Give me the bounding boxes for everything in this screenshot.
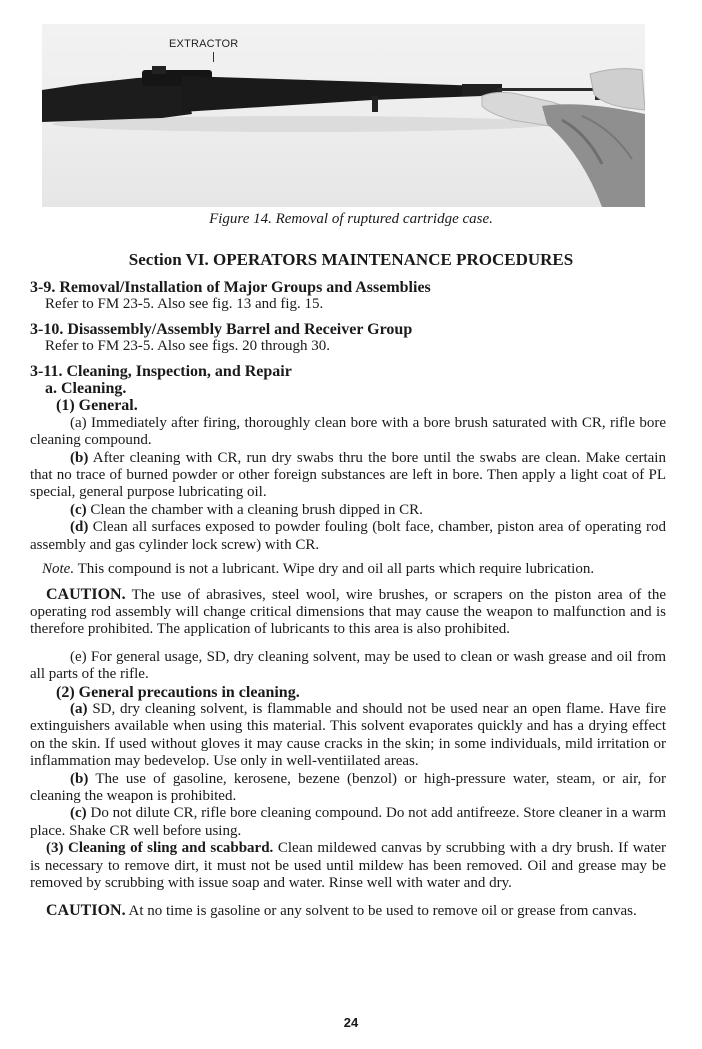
- figure-label-extractor: EXTRACTOR: [169, 38, 239, 50]
- paragraph-2a: [30, 701, 666, 771]
- caution-1-label: CAUTION.: [46, 585, 126, 603]
- text-1a: Immediately after firing, thoroughly clean bore with a bore brush saturated with CR, rifle bore cleaning compound.: [30, 414, 666, 449]
- caution-2: [30, 902, 666, 920]
- subheading-cleaning: a. Cleaning.: [45, 380, 127, 398]
- rifle-illustration: [42, 24, 645, 207]
- text-3: Clean mildewed canvas by scrubbing with a dry brush. If water is necessary to remove dirt, it must not be used until mildew has been removed. Oil and grease may be removed by scrubbing with issue soap and water. Rinse well with water and dry.: [30, 840, 667, 891]
- label-2a: (a): [70, 700, 88, 717]
- section-title: Section VI. OPERATORS MAINTENANCE PROCEDURES: [128, 250, 574, 269]
- note-text: This compound is not a lubricant. Wipe dry and oil all parts which require lubrication.: [77, 561, 595, 578]
- paragraph-3: [30, 840, 666, 892]
- figure-caption: Figure 14. Removal of ruptured cartridge case.: [209, 211, 493, 227]
- heading-3-11: 3-11. Cleaning, Inspection, and Repair: [30, 362, 292, 380]
- page-number: 24: [343, 1015, 359, 1030]
- label-1a: (a): [70, 414, 87, 431]
- text-1b: After cleaning with CR, run dry swabs thru the bore until the swabs are clean. Make certain that no trace of burned powder or other foreign substances are left in bore. Then apply a light coat of PL special, general purpose lubricating oil.: [30, 449, 666, 501]
- paragraph-1b: [30, 450, 666, 502]
- paragraph-1d: [30, 519, 666, 554]
- text-1d: Clean all surfaces exposed to powder fouling (bolt face, chamber, piston area of operating rod assembly and gas cylinder lock screw) with CR.: [30, 519, 666, 553]
- text-3-10: Refer to FM 23-5. Also see figs. 20 through 30.: [45, 338, 330, 355]
- paragraph-2b: [30, 771, 666, 806]
- paragraph-1e: [30, 649, 666, 684]
- label-1c: (c): [70, 501, 87, 518]
- page-body: [30, 279, 666, 921]
- figure-label-pointer: [213, 52, 214, 62]
- paragraph-2c: [30, 805, 666, 840]
- caution-1: [30, 586, 666, 639]
- subheading-general: (1) General.: [56, 397, 138, 415]
- note-label: Note.: [42, 561, 75, 578]
- label-1d: (d): [70, 519, 89, 536]
- text-1c: Clean the chamber with a cleaning brush dipped in CR.: [90, 501, 423, 518]
- heading-3-9: 3-9. Removal/Installation of Major Groups and Assemblies: [30, 279, 431, 296]
- paragraph-1a: [30, 415, 666, 450]
- subheading-precautions: (2) General precautions in cleaning.: [56, 683, 300, 701]
- label-1e: (e): [70, 648, 87, 665]
- caution-1-text: The use of abrasives, steel wool, wire brushes, or scrapers on the piston area of the operating rod assembly will change critical dimensions that may cause the weapon to malfunction and is therefore prohibited. The application of lubricants to this area is also prohibited.: [30, 586, 666, 638]
- label-2b: (b): [70, 770, 89, 787]
- text-2a: SD, dry cleaning solvent, is flammable and should not be used near an open flame. Have fire extinguishers available when using this material. This solvent evaporates quickly and has a drying effect on the skin. If used without gloves it may cause cracks in the skin; in some individuals, mild irritation or inflammation may bedevelop. Use only in well-ventiilated areas.: [30, 700, 667, 770]
- caution-2-text: At no time is gasoline or any solvent to be used to remove oil or grease from canvas.: [128, 903, 637, 920]
- label-1b: (b): [70, 449, 89, 466]
- text-2b: The use of gasoline, kerosene, bezene (benzol) or high-pressure water, steam, or air, for cleaning the weapon is prohibited.: [30, 770, 667, 804]
- paragraph-1c: [30, 502, 666, 519]
- label-3: (3) Cleaning of sling and scabbard.: [46, 840, 274, 857]
- caution-2-label: CAUTION.: [46, 902, 126, 920]
- text-2c: Do not dilute CR, rifle bore cleaning compound. Do not add antifreeze. Store cleaner in a warm place. Shake CR well before using.: [30, 805, 666, 839]
- heading-3-10: 3-10. Disassembly/Assembly Barrel and Receiver Group: [30, 320, 413, 338]
- text-1e: For general usage, SD, dry cleaning solvent, may be used to clean or wash grease and oil from all parts of the rifle.: [30, 648, 667, 683]
- figure-photo: [42, 24, 645, 207]
- label-2c: (c): [70, 805, 87, 822]
- text-3-9: Refer to FM 23-5. Also see fig. 13 and fig. 15.: [45, 296, 324, 313]
- note: [30, 561, 666, 578]
